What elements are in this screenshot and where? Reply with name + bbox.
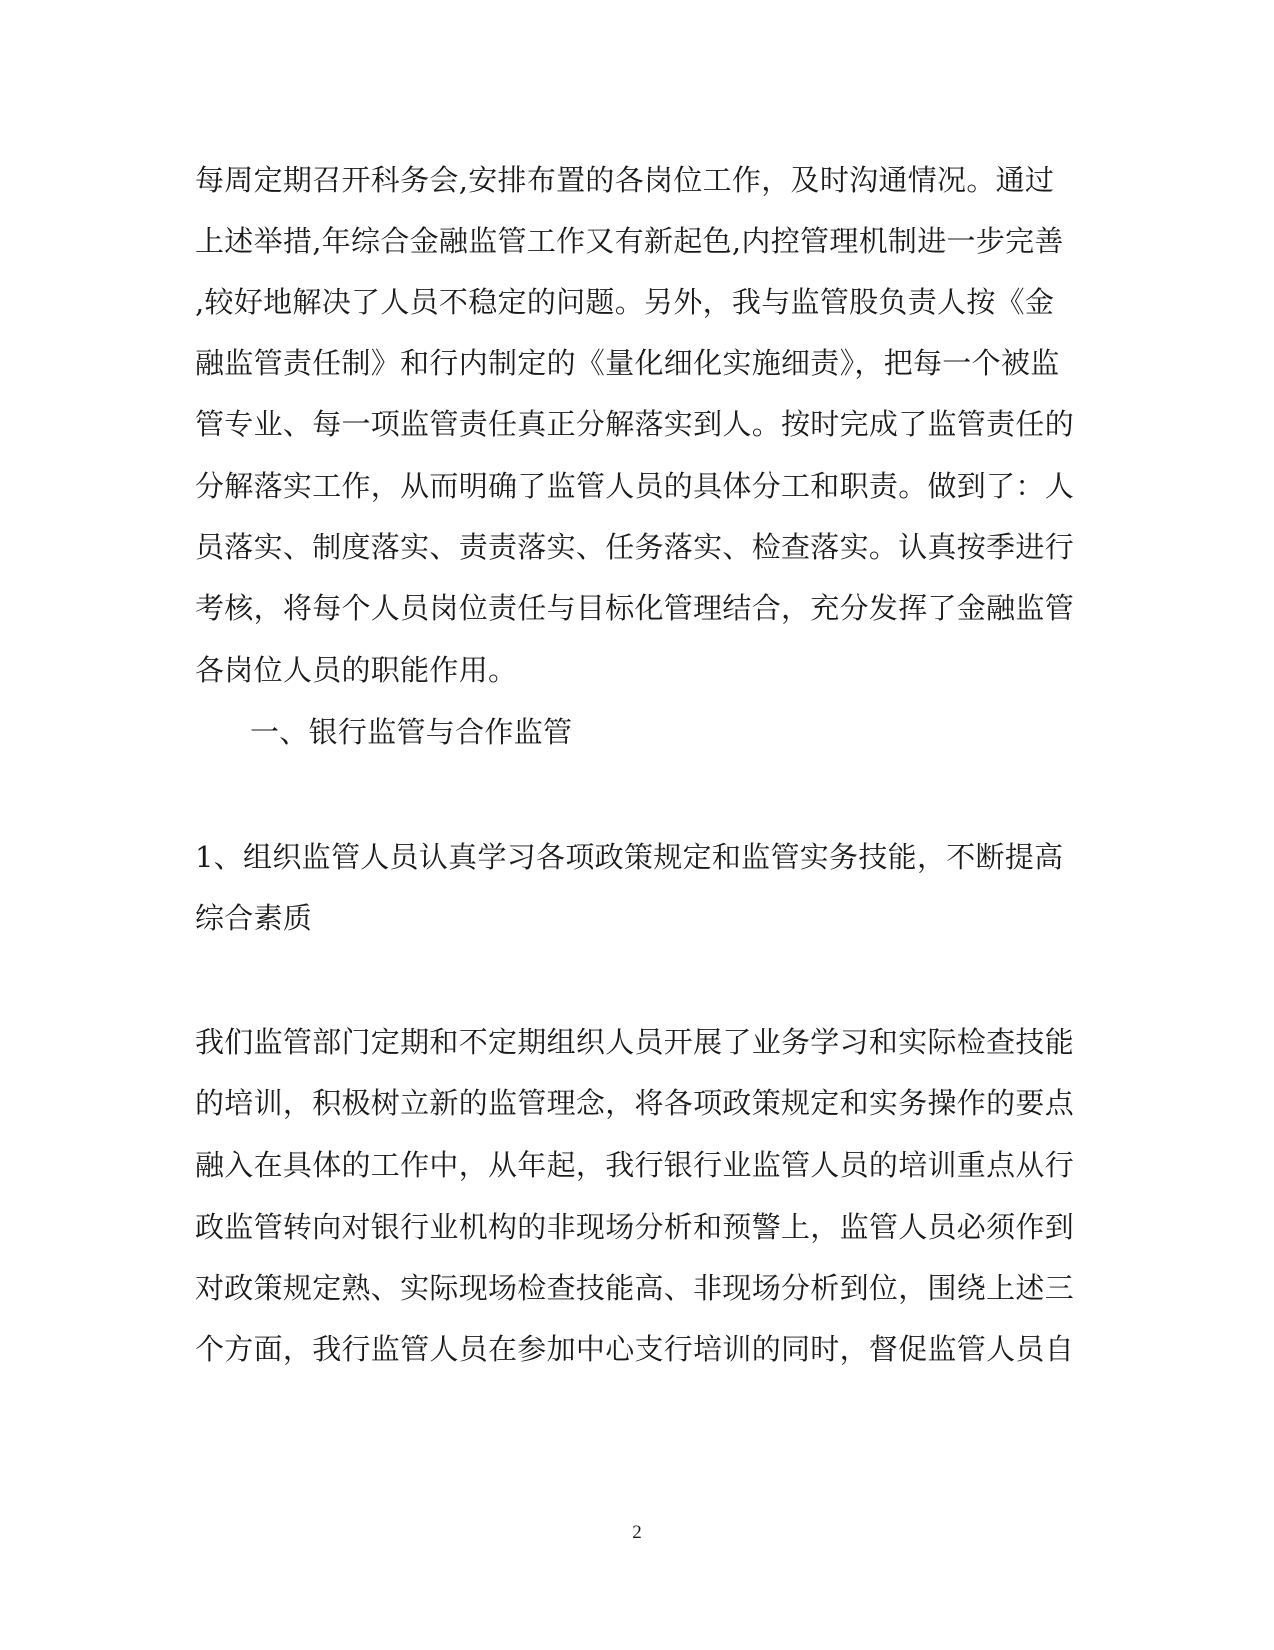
section-heading: 一、银行监管与合作监管 <box>250 715 573 749</box>
paragraph-2-line-1: 我们监管部门定期和不定期组织人员开展了业务学习和实际检查技能 <box>195 1025 1075 1059</box>
paragraph-2-line-4: 政监管转向对银行业机构的非现场分析和预警上，监管人员必须作到 <box>195 1210 1075 1244</box>
paragraph-1-line-4: 融监管责任制》和行内制定的《量化细化实施细责》，把每一个被监 <box>195 346 1060 380</box>
paragraph-1-line-2: 上述举措,年综合金融监管工作又有新起色,内控管理机制进一步完善 <box>195 224 1064 258</box>
paragraph-1-line-6: 分解落实工作，从而明确了监管人员的具体分工和职责。做到了：人 <box>195 469 1075 503</box>
paragraph-1-line-9: 各岗位人员的职能作用。 <box>195 653 518 687</box>
paragraph-1-line-7: 员落实、制度落实、责责落实、任务落实、检查落实。认真按季进行 <box>195 530 1075 564</box>
subheading-line-1: 1、组织监管人员认真学习各项政策规定和监管实务技能，不断提高 <box>195 840 1064 874</box>
paragraph-1-line-8: 考核，将每个人员岗位责任与目标化管理结合，充分发挥了金融监管 <box>195 591 1075 625</box>
paragraph-1-line-5: 管专业、每一项监管责任真正分解落实到人。按时完成了监管责任的 <box>195 407 1075 441</box>
paragraph-2-line-2: 的培训，积极树立新的监管理念，将各项政策规定和实务操作的要点 <box>195 1086 1075 1120</box>
paragraph-2-line-6: 个方面，我行监管人员在参加中心支行培训的同时，督促监管人员自 <box>195 1332 1075 1366</box>
paragraph-2-line-5: 对政策规定熟、实际现场检查技能高、非现场分析到位，围绕上述三 <box>195 1271 1075 1305</box>
paragraph-1-line-1: 每周定期召开科务会,安排布置的各岗位工作，及时沟通情况。通过 <box>195 163 1055 197</box>
paragraph-2-line-3: 融入在具体的工作中，从年起，我行银行业监管人员的培训重点从行 <box>195 1148 1075 1182</box>
subheading-line-2: 综合素质 <box>195 901 313 935</box>
page-number: 2 <box>632 1522 642 1543</box>
paragraph-1-line-3: ,较好地解决了人员不稳定的问题。另外，我与监管股负责人按《金 <box>195 285 1055 319</box>
